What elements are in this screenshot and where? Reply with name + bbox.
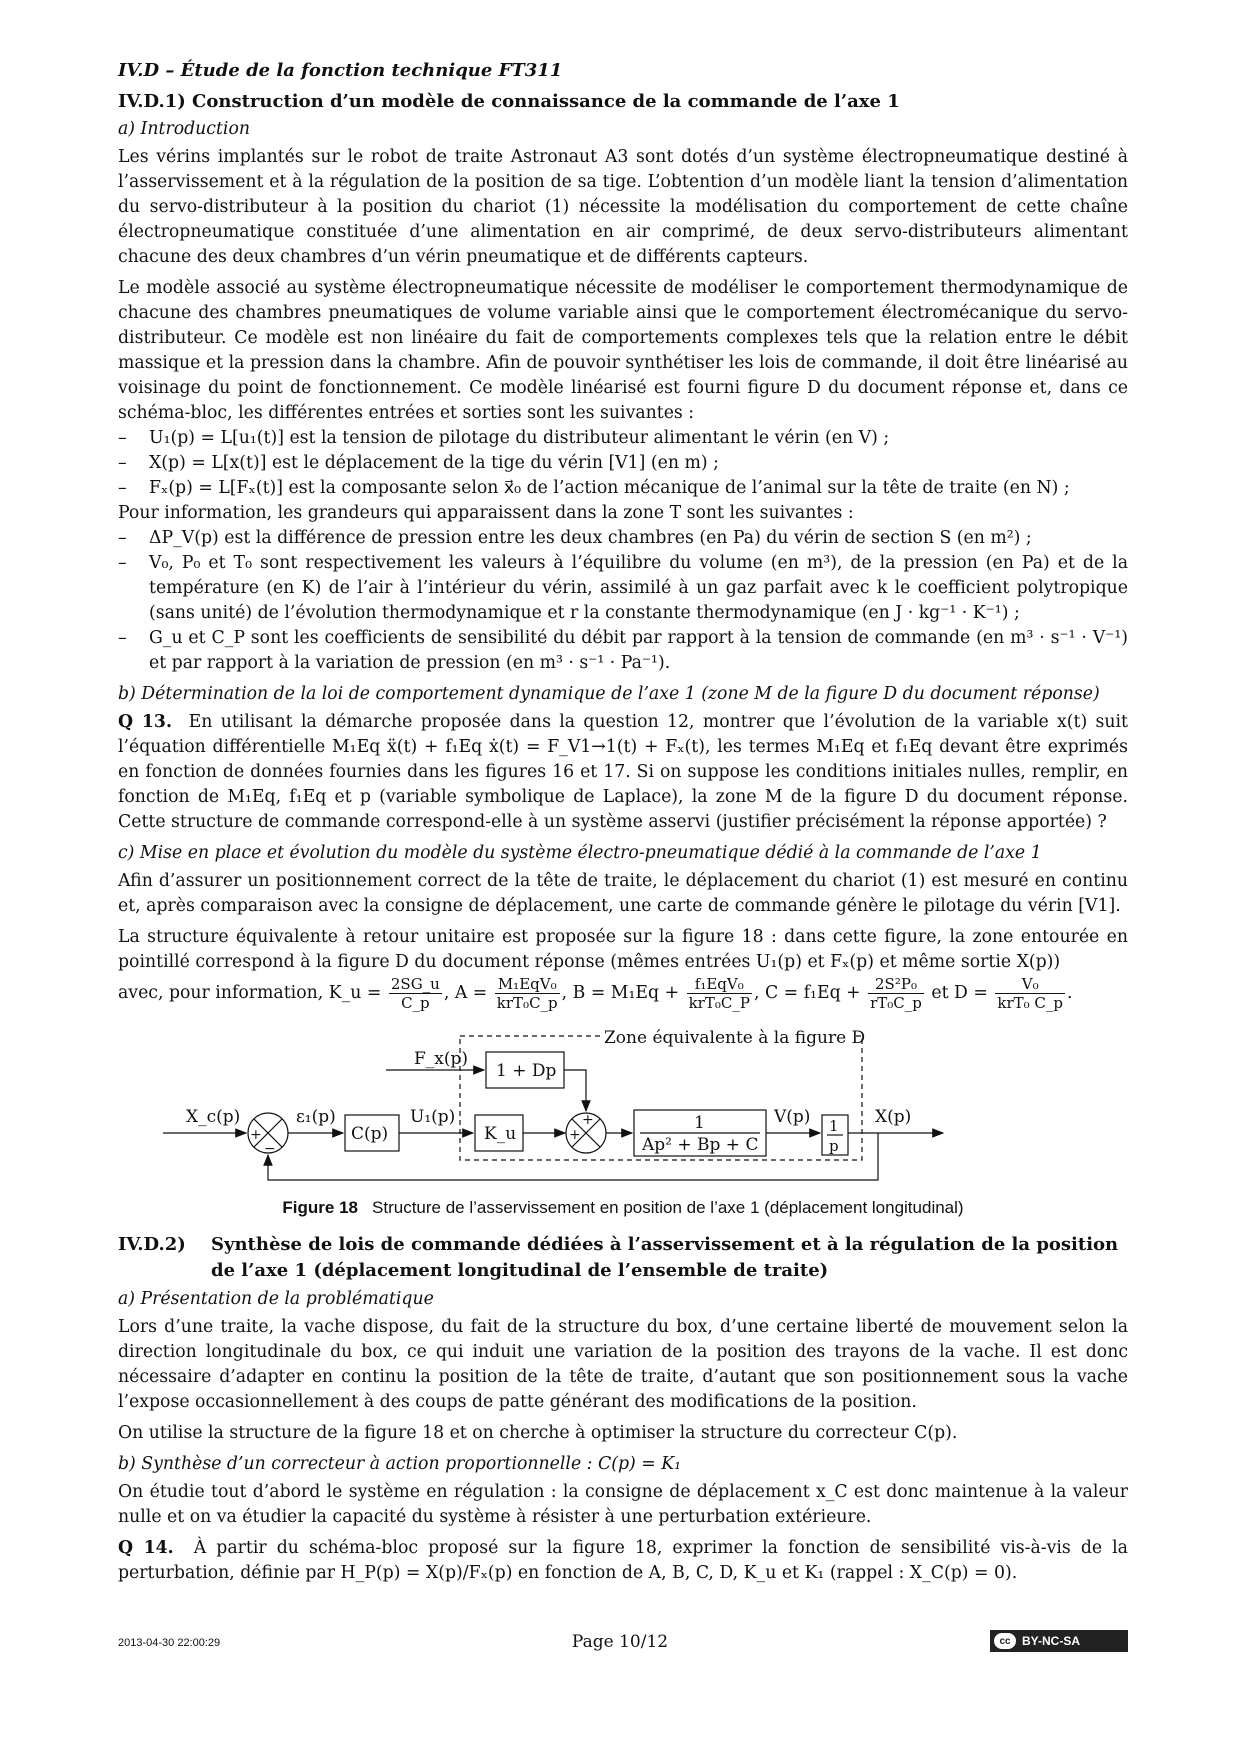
plant-den: Ap² + Bp + C [642, 1135, 759, 1155]
frac-den: rT₀C_p [870, 994, 922, 1012]
dp-label: 1 + Dp [496, 1061, 557, 1081]
sum1-minus: − [264, 1141, 276, 1157]
sum2-plus-top: + [582, 1112, 594, 1128]
frac-den: krT₀C_p [496, 994, 558, 1012]
list-item: – V₀, P₀ et T₀ sont respectivement les valeurs à l’équilibre du volume (en m³), de la pression (en Pa) et de la température (en K) de l’air à l’intérieur du vérin, assimilé à un gaz parfait avec k le coefficient polytropique (sans unité) de l’évolution thermodynamique et r la constante thermodynamique (en J · kg⁻¹ · K⁻¹) ; [118, 551, 1128, 626]
coef-text: , A = [443, 983, 488, 1003]
coefficients-line [118, 975, 1128, 1012]
license-badge[interactable] [990, 1630, 1128, 1652]
u1-label: U₁(p) [410, 1107, 456, 1127]
subsection-2-title [118, 1232, 1128, 1284]
int-den: p [829, 1137, 839, 1155]
intro-paragraph-1: Les vérins implantés sur le robot de traite Astronaut A3 sont dotés d’un système électropneumatique destiné à l’asservissement et à la régulation de la position de sa tige. L’obtention d’un modèle liant la tension d’alimentation du servo-distributeur à la position du chariot (1) nécessite la modélisation du comportement de cette chaîne électropneumatique constituée d’une alimentation en air comprimé, de deux servo-distributeurs alimentant chacune des deux chambres d’un vérin pneumatique et de différents capteurs. [118, 147, 1128, 267]
c-paragraph-1: Afin d’assurer un positionnement correct de la tête de traite, le déplacement du chariot (1) est mesuré en continu et, après comparaison avec la consigne de déplacement, une carte de commande génère le pilotage du vérin [V1]. [118, 871, 1128, 916]
q14-paragraph [118, 1536, 1128, 1586]
page-content [118, 58, 1128, 1592]
c-heading: c) Mise en place et évolution du modèle du système électro-pneumatique dédié à la commande de l’axe 1 [118, 843, 1042, 863]
output-label: X(p) [875, 1107, 912, 1127]
q14-label: Q 14. [118, 1538, 174, 1558]
zone-t-list [118, 526, 1128, 676]
info-line: Pour information, les grandeurs qui apparaissent dans la zone T sont les suivantes : [118, 503, 854, 523]
error-label: ε₁(p) [296, 1107, 336, 1127]
frac-ku [389, 975, 442, 1012]
list-item: – X(p) = L[x(t)] est le déplacement de la tige du vérin [V1] (en m) ; [118, 451, 1128, 476]
problem-paragraph-1: Lors d’une traite, la vache dispose, du fait de la structure du box, d’une certaine liberté de mouvement selon la direction longitudinale du box, ce qui induit une variation de la position des trayons de la vache. Il est donc nécessaire d’adapter en continu la position de la tête de traite, d’autant que son positionnement sous la vache l’expose occasionnellement à des coups de patte générant des modifications de la position. [118, 1317, 1128, 1412]
footer-date: 2013-04-30 22:00:29 [118, 1637, 221, 1649]
license-text: BY-NC-SA [1022, 1634, 1081, 1648]
subsection-1-title: IV.D.1) Construction d’un modèle de connaissance de la commande de l’axe 1 [118, 91, 900, 112]
q13-paragraph [118, 710, 1128, 835]
frac-b [687, 975, 752, 1012]
input-label: X_c(p) [186, 1107, 241, 1127]
list-item: – Fₓ(p) = L[Fₓ(t)] est la composante selon x⃗₀ de l’action mécanique de l’animal sur la tête de traite (en N) ; [118, 476, 1128, 501]
zone-label: Zone équivalente à la figure D [604, 1028, 866, 1048]
frac-den: krT₀ C_p [997, 994, 1064, 1012]
frac-num: 2SG_u [390, 975, 440, 993]
coef-text: et D = [931, 983, 988, 1003]
fx-label: F_x(p) [414, 1049, 469, 1069]
subsection-2-number: IV.D.2) [118, 1234, 186, 1255]
frac-c [868, 975, 924, 1012]
b-heading: b) Détermination de la loi de comportement dynamique de l’axe 1 (zone M de la figure D du document réponse) [118, 684, 1100, 704]
footer-page-number: Page 10/12 [571, 1632, 669, 1652]
coef-text: avec, pour information, K_u = [118, 983, 382, 1003]
coef-text: , C = f₁Eq + [753, 983, 861, 1003]
list-item: – ΔP_V(p) est la différence de pression entre les deux chambres (en Pa) du vérin de section S (en m²) ; [118, 526, 1128, 551]
q14-text: À partir du schéma-bloc proposé sur la figure 18, exprimer la fonction de sensibilité vis-à-vis de la perturbation, définie par H_P(p) = X(p)/Fₓ(p) en fonction de A, B, C, D, K_u et K₁ (rappel : X_C(p) = 0). [118, 1538, 1128, 1583]
figure-caption-text: Structure de l’asservissement en position de l’axe 1 (déplacement longitudinal) [372, 1198, 964, 1217]
list-item: – U₁(p) = L[u₁(t)] est la tension de pilotage du distributeur alimentant le vérin (en V) ; [118, 426, 1128, 451]
io-list [118, 426, 1128, 501]
problem-heading: a) Présentation de la problématique [118, 1289, 434, 1309]
list-item: – G_u et C_P sont les coefficients de sensibilité du débit par rapport à la tension de commande (en m³ · s⁻¹ · V⁻¹) et par rapport à la variation de pression (en m³ · s⁻¹ · Pa⁻¹). [118, 626, 1128, 676]
frac-num: V₀ [995, 975, 1065, 994]
sum1-plus: + [250, 1127, 262, 1143]
frac-num: 2S²P₀ [868, 975, 924, 994]
c-paragraph-2: La structure équivalente à retour unitaire est proposée sur la figure 18 : dans cette figure, la zone entourée en pointillé correspond à la figure D du document réponse (mêmes entrées U₁(p) et Fₓ(p) et même sortie X(p)) [118, 927, 1128, 972]
corrector-label: C(p) [351, 1124, 389, 1144]
v-label: V(p) [774, 1107, 811, 1127]
plant-num: 1 [694, 1113, 705, 1133]
proportional-heading: b) Synthèse d’un correcteur à action proportionnelle : C(p) = K₁ [118, 1454, 682, 1474]
subsection-2-text: Synthèse de lois de commande dédiées à l’asservissement et à la régulation de la position de l’axe 1 (déplacement longitudinal de l’ensemble de traite) [211, 1234, 1119, 1281]
frac-num: f₁EqV₀ [687, 975, 752, 994]
int-num: 1 [829, 1117, 839, 1135]
figure-label: Figure 18 [282, 1198, 359, 1217]
frac-d [995, 975, 1065, 1012]
creative-commons-icon: cc [994, 1633, 1016, 1649]
ku-label: K_u [484, 1124, 517, 1144]
frac-num: M₁EqV₀ [495, 975, 560, 994]
intro-heading: a) Introduction [118, 119, 250, 139]
frac-den: krT₀C_P [688, 994, 750, 1012]
coef-text: . [1067, 983, 1073, 1003]
problem-paragraph-2: On utilise la structure de la figure 18 et on cherche à optimiser la structure du correcteur C(p). [118, 1423, 958, 1443]
frac-den: C_p [401, 994, 430, 1012]
sum2-plus-left: + [569, 1127, 581, 1143]
block-diagram [118, 1020, 1128, 1195]
q13-label: Q 13. [118, 712, 172, 732]
section-title: IV.D – Étude de la fonction technique FT311 [118, 60, 563, 81]
figure-caption [118, 1195, 1128, 1220]
frac-a [495, 975, 560, 1012]
coef-text: , B = M₁Eq + [561, 983, 680, 1003]
q13-text: En utilisant la démarche proposée dans la question 12, montrer que l’évolution de la variable x(t) suit l’équation différentielle M₁Eq ẍ(t) + f₁Eq ẋ(t) = F_V1→1(t) + Fₓ(t), les termes M₁Eq et f₁Eq devant être exprimés en fonction de données fournies dans les figures 16 et 17. Si on suppose les conditions initiales nulles, remplir, en fonction de M₁Eq, f₁Eq et p (variable symbolique de Laplace), la zone M de la figure D du document réponse. Cette structure de commande correspond-elle à un système asservi (justifier précisément la réponse apportée) ? [118, 712, 1129, 832]
intro-paragraph-2: Le modèle associé au système électropneumatique nécessite de modéliser le comportement thermodynamique de chacune des chambres pneumatiques de volume variable ainsi que le comportement électromécanique du servo-distributeur. Ce modèle est non linéaire du fait de comportements complexes tels que la relation entre le débit massique et la pression dans la chambre. Afin de pouvoir synthétiser les lois de commande, il doit être linéarisé au voisinage du point de fonctionnement. Ce modèle linéarisé est fourni figure D du document réponse et, dans ce schéma-bloc, les différentes entrées et sorties sont les suivantes : [118, 278, 1128, 423]
proportional-paragraph: On étudie tout d’abord le système en régulation : la consigne de déplacement x_C est donc maintenue à la valeur nulle et on va étudier la capacité du système à résister à une perturbation extérieure. [118, 1482, 1128, 1527]
